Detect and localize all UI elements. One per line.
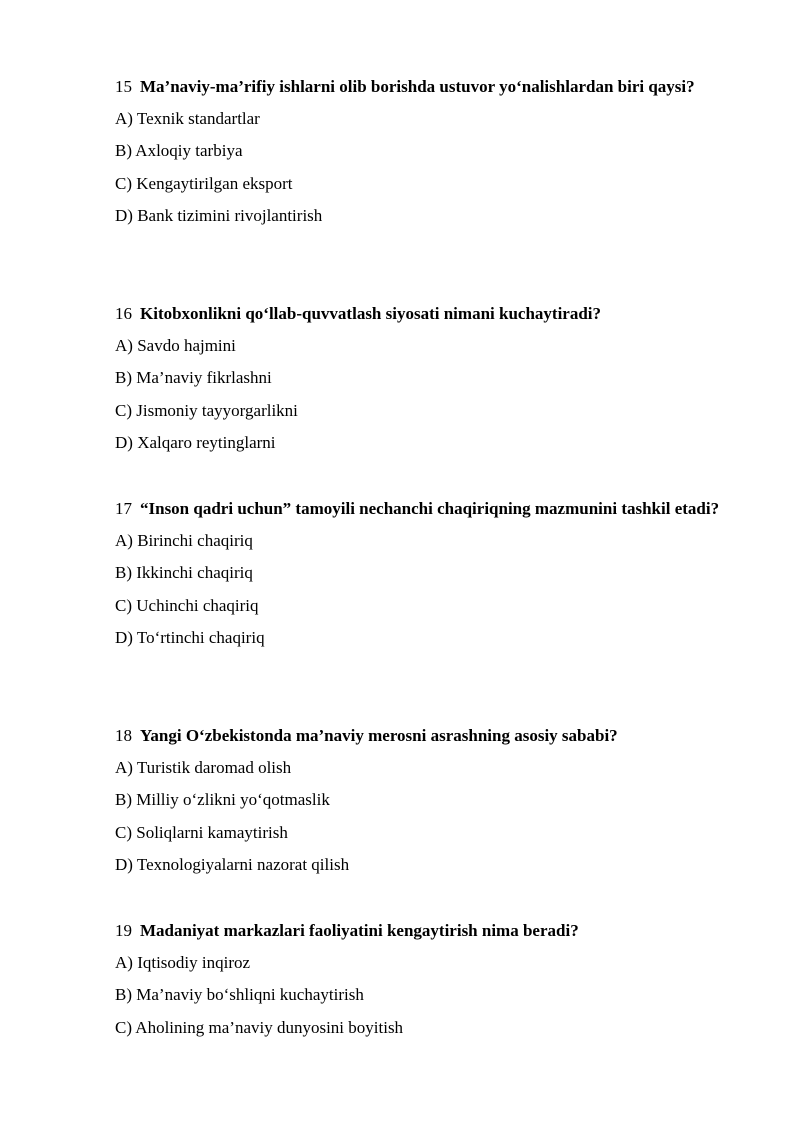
option-c: C) Kengaytirilgan eksport bbox=[115, 173, 293, 193]
question-body: Ma’naviy-ma’rifiy ishlarni olib borishda ustuvor yo‘nalishlardan biri qaysi? bbox=[140, 77, 695, 96]
option-d: D) Texnologiyalarni nazorat qilish bbox=[115, 855, 350, 875]
answer-options bbox=[115, 752, 735, 882]
question-number: 18 bbox=[115, 726, 132, 745]
question-17 bbox=[115, 493, 735, 655]
question-19 bbox=[115, 915, 735, 1044]
question-text bbox=[115, 720, 735, 752]
option-a: A) Iqtisodiy inqiroz bbox=[115, 953, 251, 972]
question-15 bbox=[115, 71, 735, 233]
question-body: Kitobxonlikni qo‘llab-quvvatlash siyosati nimani kuchaytiradi? bbox=[140, 304, 602, 323]
question-text bbox=[115, 298, 735, 330]
question-16 bbox=[115, 298, 735, 460]
question-text bbox=[115, 71, 735, 103]
question-text bbox=[115, 915, 735, 947]
question-text bbox=[115, 493, 735, 525]
question-18 bbox=[115, 720, 735, 882]
option-c: C) Soliqlarni kamaytirish bbox=[115, 822, 288, 842]
option-d: D) To‘rtinchi chaqiriq bbox=[115, 628, 265, 648]
option-a: A) Birinchi chaqiriq bbox=[115, 531, 253, 550]
question-body: “Inson qadri uchun” tamoyili nechanchi chaqiriqning mazmunini tashkil etadi? bbox=[140, 499, 720, 518]
option-c: C) Aholining ma’naviy dunyosini boyitish bbox=[115, 1017, 404, 1037]
option-b: B) Milliy o‘zlikni yo‘qotmaslik bbox=[115, 790, 330, 810]
option-c: C) Uchinchi chaqiriq bbox=[115, 595, 259, 615]
option-b: B) Axloqiy tarbiya bbox=[115, 141, 243, 161]
question-number: 17 bbox=[115, 499, 132, 518]
option-d: D) Xalqaro reytinglarni bbox=[115, 433, 276, 453]
question-body: Madaniyat markazlari faoliyatini kengaytirish nima beradi? bbox=[140, 921, 579, 940]
option-d: D) Bank tizimini rivojlantirish bbox=[115, 206, 323, 226]
question-number: 16 bbox=[115, 304, 132, 323]
option-b: B) Ikkinchi chaqiriq bbox=[115, 563, 253, 583]
option-a: A) Savdo hajmini bbox=[115, 336, 236, 355]
answer-options bbox=[115, 525, 735, 655]
option-a: A) Texnik standartlar bbox=[115, 109, 260, 128]
option-b: B) Ma’naviy fikrlashni bbox=[115, 368, 272, 388]
answer-options bbox=[115, 947, 735, 1044]
question-number: 15 bbox=[115, 77, 132, 96]
option-c: C) Jismoniy tayyorgarlikni bbox=[115, 400, 298, 420]
option-b: B) Ma’naviy bo‘shliqni kuchaytirish bbox=[115, 985, 364, 1005]
answer-options bbox=[115, 103, 735, 233]
option-a: A) Turistik daromad olish bbox=[115, 758, 292, 777]
answer-options bbox=[115, 330, 735, 460]
question-number: 19 bbox=[115, 921, 132, 940]
question-body: Yangi O‘zbekistonda ma’naviy merosni asrashning asosiy sababi? bbox=[140, 726, 618, 745]
